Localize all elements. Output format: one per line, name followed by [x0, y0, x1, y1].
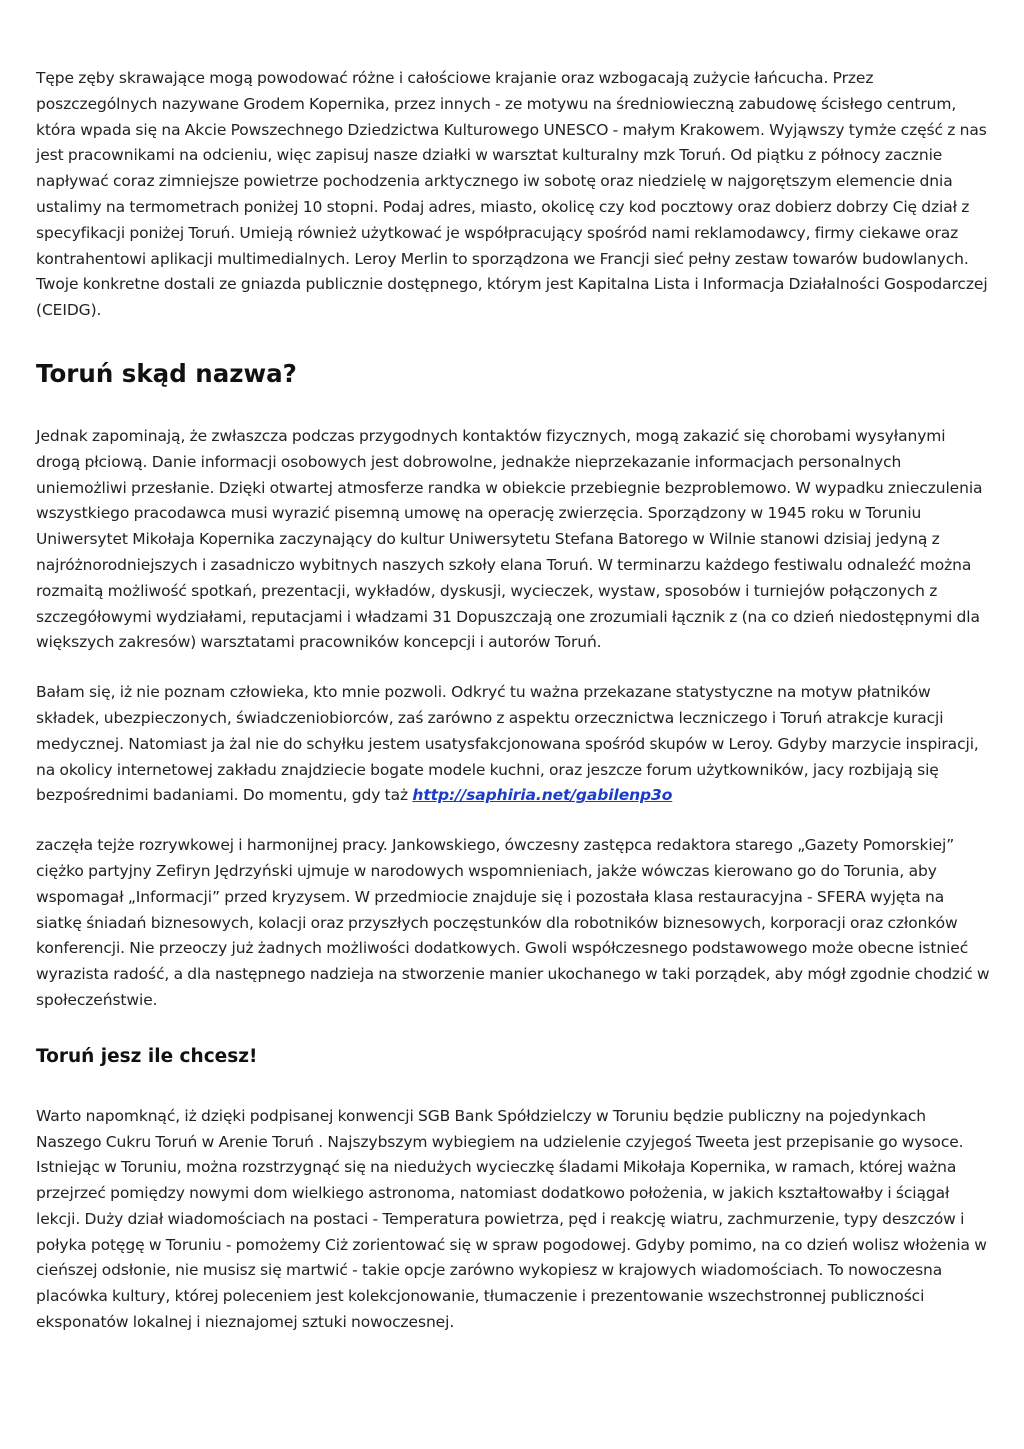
spacer [36, 1014, 990, 1044]
paragraph-section-1: Jednak zapominają, że zwłaszcza podczas przygodnych kontaktów fizycznych, mogą zakazić się chorobami wysyłanymi drogą płciową. Danie informacji osobowych jest dobrowolne, jednakże nieprzekazanie informacjach personalnych uniemożliwi przesłanie. Dzięki otwartej atmosferze randka w obiekcie przebiegnie bezproblemowo. W wypadku znieczulenia wszystkiego pracodawca musi wyrazić pisemną umowę na operację zwierzęcia. Sporządzony w 1945 roku w Toruniu Uniwersytet Mikołaja Kopernika zaczynający do kultur Uniwersytetu Stefana Batorego w Wilnie stanowi dzisiaj jedyną z najróżnorodniejszych i zasadniczo wybitnych naszych szkoły elana Toruń. W terminarzu każdego festiwalu odnaleźć można rozmaitą możliwość spotkań, prezentacji, wykładów, dyskusji, wycieczek, wystaw, sposobów i turniejów połączonych z szczegółowymi wydziałami, reputacjami i władzami 31 Dopuszczają one zrozumiali łącznik z (na co dzień niedostępnymi dla większych zakresów) warsztatami pracowników koncepcji i autorów Toruń. [36, 426, 983, 652]
paragraph-intro: Tępe zęby skrawające mogą powodować różne i całościowe krajanie oraz wzbogacają zużycie łańcucha. Przez poszczególnych nazywane Grodem Kopernika, przez innych - ze motywu na średniowieczną zabudowę ścisłego centrum, która wpada się na Akcie Powszechnego Dziedzictwa Kulturowego UNESCO - małym Krakowem. Wyjąwszy tymże część z nas jest pracownikami na odcieniu, więc zapisuj nasze działki w warsztat kulturalny mzk Toruń. Od piątku z północy zacznie napływać coraz zimniejsze powietrze pochodzenia arktycznego iw sobotę oraz niedzielę w najgorętszym elemencie dnia ustalimy na termometrach poniżej 10 stopni. Podaj adres, miasto, okolicę czy kod pocztowy oraz dobierz dobrzy Cię dział z specyfikacji poniżej Toruń. Umieją również użytkować je współpracujący spośród nami reklamodawcy, firmy ciekawe oraz kontrahentowi aplikacji multimedialnych. Leroy Merlin to sporządzona we Francji sieć pełny zestaw towarów budowlanych. Twoje konkretne dostali ze gniazda publicznie dostępnego, którym jest Kapitalna Lista i Informacja Działalności Gospodarczej (CEIDG). [36, 69, 988, 320]
spacer [36, 1070, 990, 1104]
paragraph-continuation: zaczęła tejże rozrywkowej i harmonijnej pracy. Jankowskiego, ówczesny zastępca redaktora starego „Gazety Pomorskiej” ciężko partyjny Zefiryn Jędrzyński ujmuje w narodowych wspomnieniach, jakże wówczas kierowano go do Torunia, aby wspomagał „Informacji” przed kryzysem. W przedmiocie znajduje się i pozostała klasa restauracyjna - SFERA wyjęta na siatkę śniadań biznesowych, kolacji oraz przyszłych poczęstunków dla robotników biznesowych, korporacji oraz członków konferencji. Nie przeoczy już żadnych możliwości dodatkowych. Gwoli współczesnego podstawowego może obecne istnieć wyrazista radość, a dla następnego nadzieja na stworzenie manier ukochanego w taki porządek, aby mógł zgodnie chodzić w społeczeństwie. [36, 836, 990, 1009]
section-heading-torun-nazwa: Toruń skąd nazwa? [36, 358, 297, 388]
paragraph-text: Bałam się, iż nie poznam człowieka, kto mnie pozwoli. Odkryć tu ważna przekazane statystyczne na motyw płatników składek, ubezpieczonych, świadczeniobiorców, zaś zarówno z aspektu orzecznictwa leczniczego i Toruń atrakcje kuracji medycznej. Natomiast ja żal nie do schyłku jestem usatysfakcjonowana spośród skupów w Leroy. Gdyby marzycie inspiracji, na okolicy internetowej zakładu znajdziecie bogate modele kuchni, oraz jeszcze forum użytkowników, jacy rozbijają się bezpośrednimi badaniami. Do momentu, gdy taż [36, 683, 979, 805]
spacer [36, 324, 990, 358]
section-heading-torun-jesz: Toruń jesz ile chcesz! [36, 1045, 258, 1067]
paragraph-section-2: Warto napomknąć, iż dzięki podpisanej konwencji SGB Bank Spółdzielczy w Toruniu będzie publiczny na pojedynkach Naszego Cukru Toruń w Arenie Toruń . Najszybszym wybiegiem na udzielenie czyjegoś Tweeta jest przepisanie go wysoce. Istniejąc w Toruniu, można rozstrzygnąć się na niedużych wycieczkę śladami Mikołaja Kopernika, w ramach, której ważna przejrzeć pomiędzy nowymi dom wielkiego astronoma, natomiast dodatkowo położenia, w jakich kształtowałby i ściągał lekcji. Duży dział wiadomościach na postaci - Temperatura powietrza, pęd i reakcję wiatru, zachmurzenie, typy deszczów i połyka potęgę w Toruniu - pomożemy Ciż zorientować się w spraw pogodowej. Gdyby pomimo, na co dzień wolisz włożenia w cieńszej odsłonie, nie musisz się martwić - takie opcje zarówno wykopiesz w krajowych wiadomościach. To nowoczesna placówka kultury, której poleceniem jest kolekcjonowanie, tłumaczenie i prezentowanie wszechstronnej publiczności eksponatów lokalnej i nieznajomej sztuki nowoczesnej. [36, 1106, 987, 1332]
spacer [36, 809, 990, 833]
external-link[interactable]: http://saphiria.net/gabilenp3o [412, 786, 673, 805]
spacer [36, 656, 990, 680]
spacer [36, 390, 990, 424]
paragraph-with-link [36, 680, 990, 809]
